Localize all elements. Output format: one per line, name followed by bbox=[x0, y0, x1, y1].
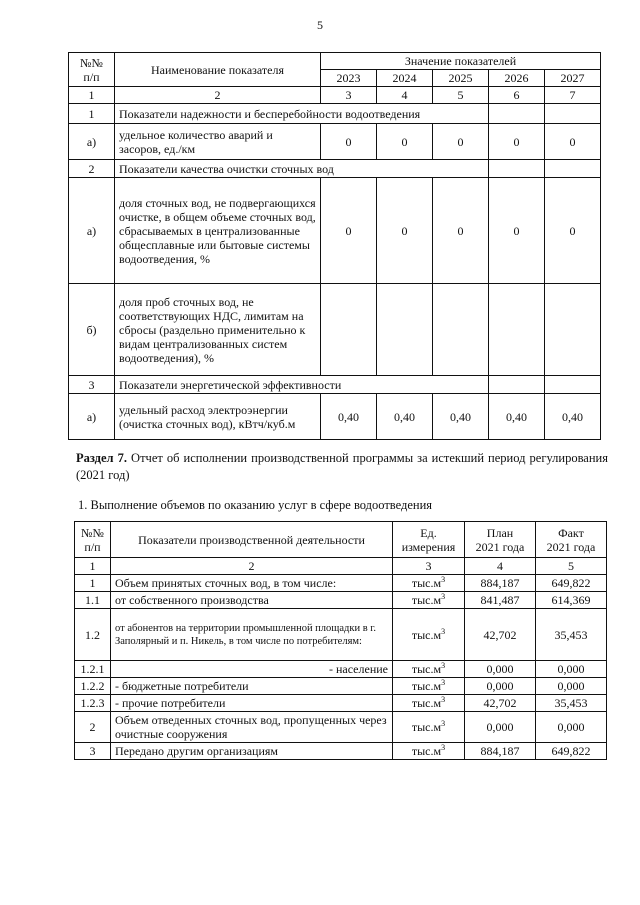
value-cell bbox=[321, 284, 377, 376]
value-cell: 0,40 bbox=[433, 394, 489, 440]
value-cell: 0 bbox=[433, 124, 489, 160]
row-num: 1.2.1 bbox=[75, 661, 111, 678]
header-year: 2024 bbox=[377, 70, 433, 87]
fact-value: 0,000 bbox=[536, 661, 607, 678]
unit-exponent: 3 bbox=[441, 626, 446, 636]
header-values: Значение показателей bbox=[321, 53, 601, 70]
empty-cell bbox=[545, 376, 601, 394]
unit-cell bbox=[393, 609, 465, 661]
fact-value: 649,822 bbox=[536, 575, 607, 592]
header-num: №№ п/п bbox=[69, 53, 115, 87]
column-number: 5 bbox=[536, 558, 607, 575]
column-number: 5 bbox=[433, 87, 489, 104]
column-number: 1 bbox=[69, 87, 115, 104]
value-cell bbox=[377, 284, 433, 376]
section-7-title bbox=[76, 450, 608, 484]
plan-value: 42,702 bbox=[465, 695, 536, 712]
row-num: 1.2 bbox=[75, 609, 111, 661]
header-num: №№ п/п bbox=[75, 522, 111, 558]
column-number: 3 bbox=[321, 87, 377, 104]
header-year: 2023 bbox=[321, 70, 377, 87]
plan-value: 884,187 bbox=[465, 743, 536, 760]
value-cell: 0 bbox=[433, 178, 489, 284]
column-number: 4 bbox=[377, 87, 433, 104]
value-cell: 0 bbox=[489, 178, 545, 284]
column-number: 4 bbox=[465, 558, 536, 575]
value-cell: 0 bbox=[377, 124, 433, 160]
row-label: - прочие потребители bbox=[111, 695, 393, 712]
unit-exponent: 3 bbox=[441, 743, 446, 752]
section-label: Показатели энергетической эффективности bbox=[115, 376, 489, 394]
empty-cell bbox=[489, 160, 545, 178]
value-cell: 0,40 bbox=[489, 394, 545, 440]
row-num: 2 bbox=[75, 712, 111, 743]
empty-cell bbox=[545, 104, 601, 124]
value-cell: 0,40 bbox=[545, 394, 601, 440]
unit-base: тыс.м bbox=[411, 744, 442, 758]
table-row bbox=[69, 394, 601, 440]
unit-cell bbox=[393, 743, 465, 760]
plan-value: 884,187 bbox=[465, 575, 536, 592]
unit-exponent: 3 bbox=[441, 575, 446, 584]
column-number: 7 bbox=[545, 87, 601, 104]
row-label: от абонентов на территории промышленной площадки в г. Заполярный и п. Никель, в том числе по потребителям: bbox=[111, 609, 393, 661]
column-number: 2 bbox=[111, 558, 393, 575]
value-cell bbox=[433, 284, 489, 376]
value-cell: 0 bbox=[377, 178, 433, 284]
table-row bbox=[75, 575, 607, 592]
plan-value: 0,000 bbox=[465, 661, 536, 678]
table-row bbox=[69, 124, 601, 160]
header-plan: План 2021 года bbox=[465, 522, 536, 558]
row-num: б) bbox=[69, 284, 115, 376]
header-year: 2027 bbox=[545, 70, 601, 87]
unit-base: тыс.м bbox=[411, 662, 442, 676]
table-row bbox=[69, 376, 601, 394]
fact-value: 649,822 bbox=[536, 743, 607, 760]
table-row bbox=[75, 661, 607, 678]
table-row bbox=[69, 160, 601, 178]
row-num: 1.1 bbox=[75, 592, 111, 609]
row-num: а) bbox=[69, 178, 115, 284]
table-row bbox=[75, 592, 607, 609]
section-text: Отчет об исполнении производственной программы за истекший период регулирования (2021 год) bbox=[76, 451, 608, 482]
empty-cell bbox=[545, 160, 601, 178]
column-number: 1 bbox=[75, 558, 111, 575]
page-number: 5 bbox=[317, 18, 323, 32]
table-row bbox=[75, 695, 607, 712]
fact-value: 614,369 bbox=[536, 592, 607, 609]
row-num: 3 bbox=[75, 743, 111, 760]
unit-cell bbox=[393, 592, 465, 609]
subtitle: 1. Выполнение объемов по оказанию услуг в сфере водоотведения bbox=[78, 498, 433, 512]
row-num: а) bbox=[69, 124, 115, 160]
row-num: 1.2.2 bbox=[75, 678, 111, 695]
unit-base: тыс.м bbox=[411, 696, 442, 710]
header-fact: Факт 2021 года bbox=[536, 522, 607, 558]
plan-value: 0,000 bbox=[465, 678, 536, 695]
plan-value: 42,702 bbox=[465, 609, 536, 661]
row-label: удельное количество аварий и засоров, ед./км bbox=[115, 124, 321, 160]
row-label: - бюджетные потребители bbox=[111, 678, 393, 695]
row-num: 1 bbox=[69, 104, 115, 124]
production-table bbox=[74, 521, 607, 760]
value-cell: 0 bbox=[489, 124, 545, 160]
empty-cell bbox=[489, 376, 545, 394]
row-num: а) bbox=[69, 394, 115, 440]
unit-base: тыс.м bbox=[411, 627, 442, 642]
fact-value: 0,000 bbox=[536, 678, 607, 695]
row-label: от собственного производства bbox=[111, 592, 393, 609]
unit-base: тыс.м bbox=[411, 679, 442, 693]
fact-value: 0,000 bbox=[536, 712, 607, 743]
table-row bbox=[75, 743, 607, 760]
header-year: 2026 bbox=[489, 70, 545, 87]
unit-base: тыс.м bbox=[411, 576, 442, 590]
unit-cell bbox=[393, 661, 465, 678]
fact-value: 35,453 bbox=[536, 695, 607, 712]
row-label: Объем отведенных сточных вод, пропущенных через очистные сооружения bbox=[111, 712, 393, 743]
fact-value: 35,453 bbox=[536, 609, 607, 661]
table-row bbox=[75, 609, 607, 661]
unit-base: тыс.м bbox=[411, 720, 442, 734]
column-number: 6 bbox=[489, 87, 545, 104]
value-cell bbox=[489, 284, 545, 376]
header-year: 2025 bbox=[433, 70, 489, 87]
production-table-body bbox=[75, 575, 607, 760]
row-label: Объем принятых сточных вод, в том числе: bbox=[111, 575, 393, 592]
value-cell: 0,40 bbox=[377, 394, 433, 440]
table-row bbox=[75, 712, 607, 743]
value-cell: 0 bbox=[545, 124, 601, 160]
table-row bbox=[75, 678, 607, 695]
header-unit: Ед. измерения bbox=[393, 522, 465, 558]
indicators-table bbox=[68, 52, 601, 440]
column-number: 2 bbox=[115, 87, 321, 104]
unit-base: тыс.м bbox=[411, 593, 442, 607]
header-indicator-name: Показатели производственной деятельности bbox=[111, 522, 393, 558]
unit-exponent: 3 bbox=[441, 592, 446, 601]
unit-exponent: 3 bbox=[441, 678, 446, 687]
row-num: 1 bbox=[75, 575, 111, 592]
row-num: 3 bbox=[69, 376, 115, 394]
row-label: удельный расход электроэнергии (очистка сточных вод), кВтч/куб.м bbox=[115, 394, 321, 440]
value-cell: 0 bbox=[545, 178, 601, 284]
unit-exponent: 3 bbox=[441, 719, 446, 728]
unit-cell bbox=[393, 695, 465, 712]
section-label: Показатели надежности и бесперебойности водоотведения bbox=[115, 104, 489, 124]
row-label: Передано другим организациям bbox=[111, 743, 393, 760]
value-cell: 0,40 bbox=[321, 394, 377, 440]
value-cell: 0 bbox=[321, 178, 377, 284]
table-row bbox=[69, 104, 601, 124]
row-label: доля сточных вод, не подвергающихся очистке, в общем объеме сточных вод, сбрасываемых в централизованные общесплавные или бытовые системы водоотведения, % bbox=[115, 178, 321, 284]
unit-cell bbox=[393, 575, 465, 592]
table-row bbox=[69, 284, 601, 376]
column-number: 3 bbox=[393, 558, 465, 575]
row-label: доля проб сточных вод, не соответствующих НДС, лимитам на сбросы (раздельно применительно к видам централизованных систем водоотведения), % bbox=[115, 284, 321, 376]
section-label: Раздел 7. bbox=[76, 451, 127, 465]
value-cell bbox=[545, 284, 601, 376]
row-num: 2 bbox=[69, 160, 115, 178]
header-indicator-name: Наименование показателя bbox=[115, 53, 321, 87]
unit-exponent: 3 bbox=[441, 695, 446, 704]
unit-exponent: 3 bbox=[441, 661, 446, 670]
unit-cell bbox=[393, 712, 465, 743]
table-row bbox=[69, 178, 601, 284]
unit-cell bbox=[393, 678, 465, 695]
row-label: - население bbox=[111, 661, 393, 678]
section-label: Показатели качества очистки сточных вод bbox=[115, 160, 489, 178]
plan-value: 841,487 bbox=[465, 592, 536, 609]
plan-value: 0,000 bbox=[465, 712, 536, 743]
value-cell: 0 bbox=[321, 124, 377, 160]
empty-cell bbox=[489, 104, 545, 124]
row-num: 1.2.3 bbox=[75, 695, 111, 712]
